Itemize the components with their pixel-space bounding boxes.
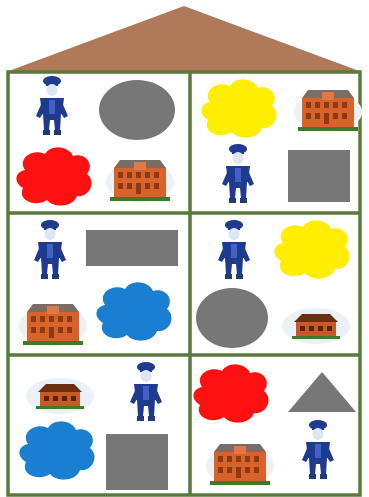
cell-r2c2 <box>196 220 350 348</box>
house-small-icon <box>282 308 350 344</box>
gray-square-shape <box>288 150 350 202</box>
building-large-icon <box>19 304 87 346</box>
figure-icon <box>218 220 250 279</box>
building-large-icon <box>294 90 362 132</box>
figure-icon <box>36 76 68 135</box>
red-blob-shape <box>16 147 91 205</box>
figure-icon <box>302 420 334 479</box>
cell-r2c1 <box>19 220 178 346</box>
gray-rectangle-shape <box>86 230 178 266</box>
gray-triangle-shape <box>288 372 356 412</box>
building-large-icon <box>206 444 274 486</box>
yellow-blob-shape <box>274 220 349 278</box>
gray-oval-shape <box>99 80 175 140</box>
figure-icon <box>130 362 162 421</box>
cell-r3c1 <box>19 362 168 490</box>
building-large-icon <box>106 160 174 202</box>
gray-oval-shape <box>196 288 268 348</box>
yellow-blob-shape <box>201 79 276 137</box>
figure-icon <box>222 144 254 203</box>
gray-square-shape <box>106 434 168 490</box>
red-blob-shape <box>193 364 268 422</box>
figure-icon <box>34 220 66 279</box>
blue-blob-shape <box>96 282 171 340</box>
house-small-icon <box>26 378 94 414</box>
roof <box>6 6 362 72</box>
cell-r1c1 <box>16 76 175 206</box>
blue-blob-shape <box>19 421 94 479</box>
cell-r1c2 <box>201 79 362 203</box>
cell-r3c2 <box>193 364 356 486</box>
